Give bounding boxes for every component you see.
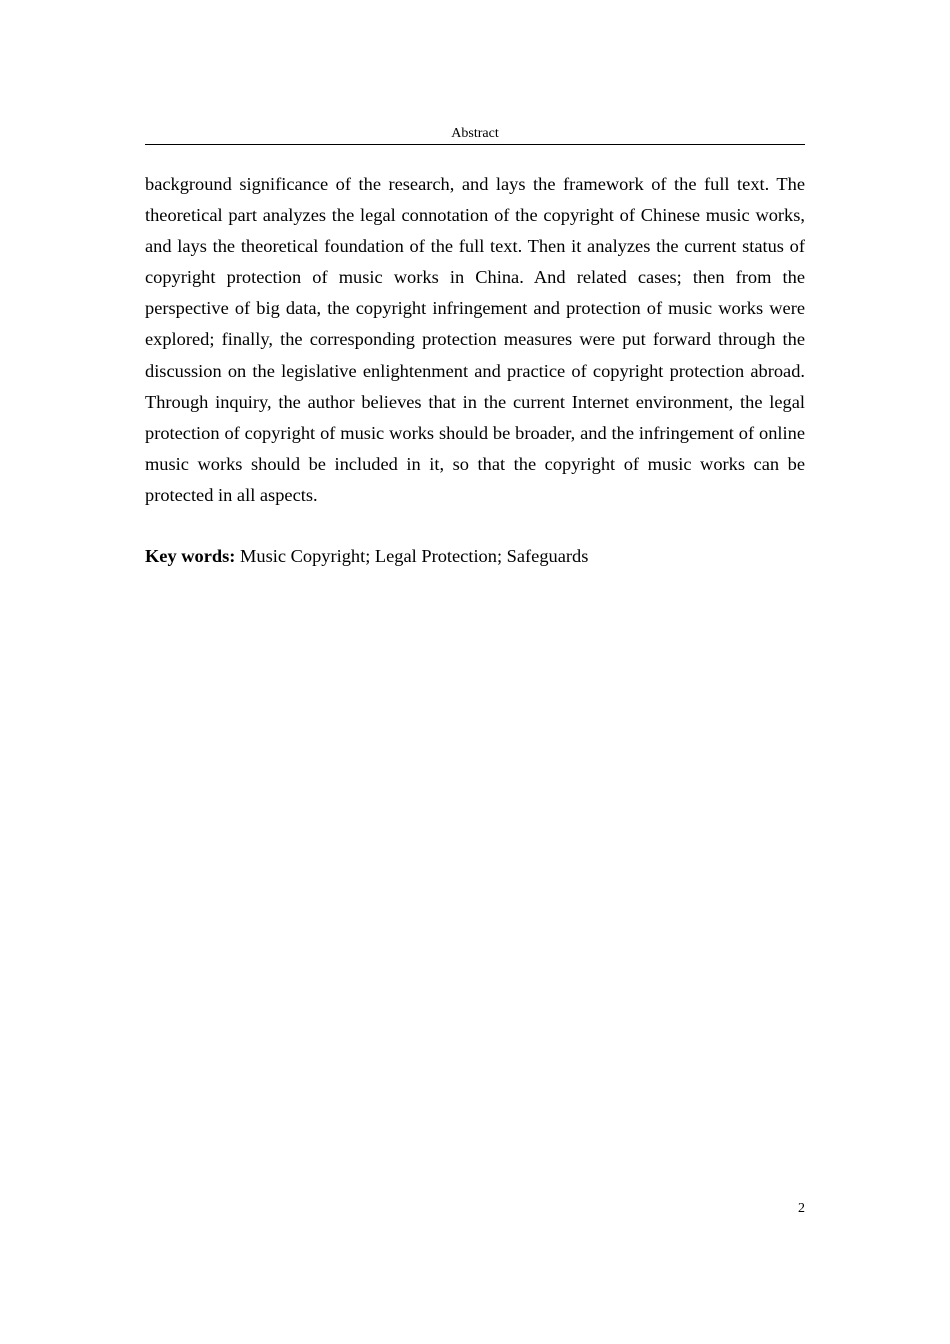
header-divider <box>145 144 805 145</box>
abstract-paragraph: background significance of the research, and lays the framework of the full text. The theoretical part analyzes the legal connotation of the copyright of Chinese music works, and lays the theoretical foundation of the full text. Then it analyzes the current status of copyright protection of music works in China. And related cases; then from the perspective of big data, the copyright infringement and protection of music works were explored; finally, the corresponding protection measures were put forward through the discussion on the legislative enlightenment and practice of copyright protection abroad. Through inquiry, the author believes that in the current Internet environment, the legal protection of copyright of music works should be broader, and the infringement of online music works should be included in it, so that the copyright of music works can be protected in all aspects. <box>145 174 805 505</box>
keywords-line <box>145 541 805 572</box>
running-header: Abstract <box>451 126 499 141</box>
page-number: 2 <box>798 1201 805 1216</box>
keywords-label: Key words: <box>145 546 236 566</box>
keywords-text: Music Copyright; Legal Protection; Safeguards <box>240 546 589 566</box>
